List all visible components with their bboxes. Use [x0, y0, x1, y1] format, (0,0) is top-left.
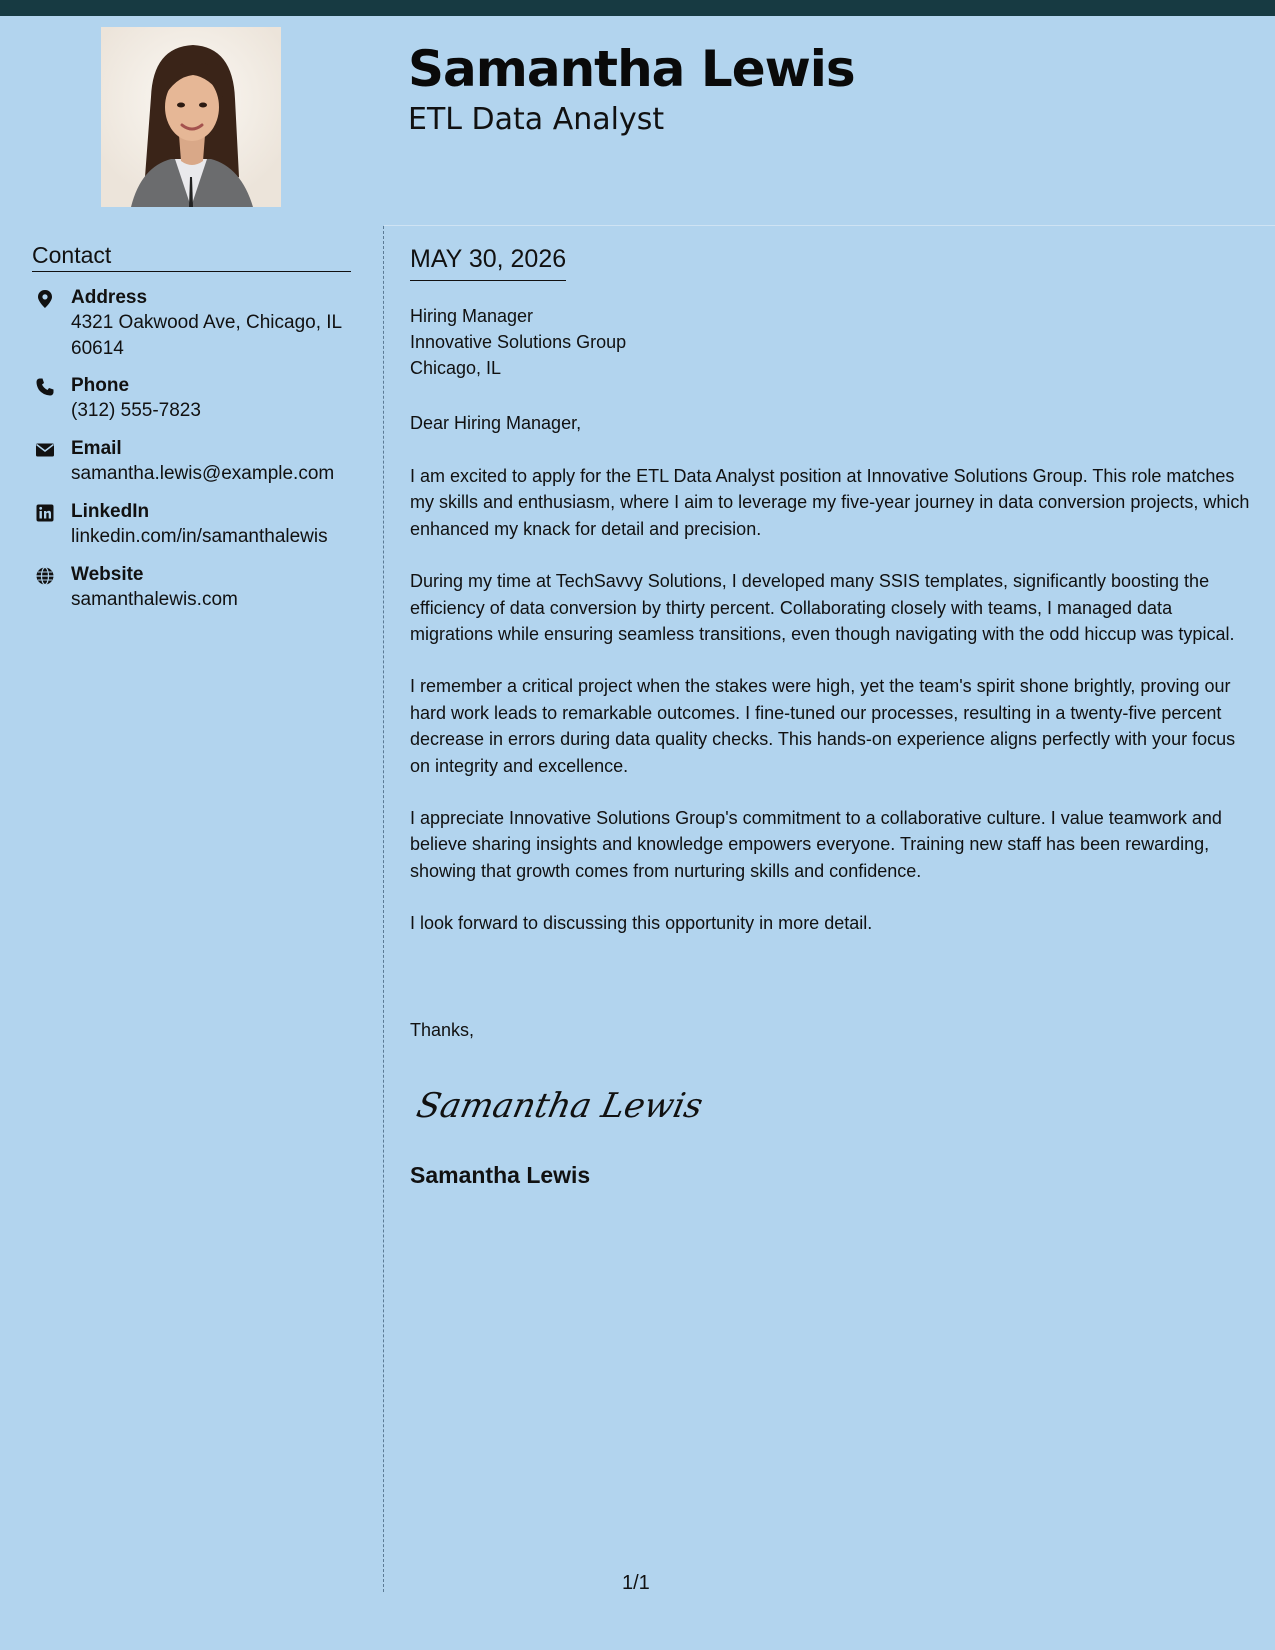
- closing: Thanks,: [410, 1020, 475, 1040]
- applicant-name: Samantha Lewis: [408, 40, 855, 98]
- header-divider: [384, 225, 1275, 226]
- recipient-block: [410, 303, 626, 381]
- contact-value: samanthalewis.com: [71, 589, 238, 610]
- recipient-line: Hiring Manager: [410, 306, 534, 326]
- body-paragraph: I appreciate Innovative Solutions Group's commitment to a collaborative culture. I value teamwork and believe sharing insights and knowledge empowers everyone. Training new staff has been rewarding, showing that growth comes from nurturing skills and confidence.: [410, 808, 1222, 881]
- body-paragraph: During my time at TechSavvy Solutions, I developed many SSIS templates, significantly boosting the efficiency of data conversion by thirty percent. Collaborating closely with teams, I managed data migrations while ensuring seamless transitions, even though navigating with the odd hiccup was typical.: [410, 571, 1235, 645]
- contact-label: LinkedIn: [71, 501, 150, 522]
- handwritten-signature: [412, 1075, 707, 1135]
- globe-icon: [35, 566, 55, 586]
- location-pin-icon: [35, 289, 55, 309]
- body-paragraph: I remember a critical project when the stakes were high, yet the team's spirit shone brightly, proving our hard work leads to remarkable outcomes. I fine-tuned our processes, resulting in a twenty-five percent decrease in errors during data quality checks. This hands-on experience aligns perfectly with your focus on integrity and excellence.: [410, 676, 1236, 776]
- contact-label: Phone: [71, 375, 130, 396]
- profile-photo: [101, 27, 281, 207]
- signer-name: Samantha Lewis: [410, 1162, 591, 1188]
- column-divider: [383, 226, 384, 1592]
- top-accent-bar: [0, 0, 1275, 16]
- page-number: 1/1: [622, 1572, 650, 1594]
- contact-label: Website: [71, 564, 144, 585]
- salutation: Dear Hiring Manager,: [410, 413, 582, 433]
- contact-label: Address: [71, 287, 148, 308]
- letter-date: MAY 30, 2026: [410, 244, 566, 281]
- contact-value: samantha.lewis@example.com: [71, 463, 335, 484]
- contact-label: Email: [71, 438, 122, 459]
- phone-icon: [35, 377, 55, 397]
- letter-body: [410, 463, 1255, 963]
- svg-text:Samantha Lewis: Samantha Lewis: [413, 1086, 707, 1126]
- contact-value: 4321 Oakwood Ave, Chicago, IL 60614: [71, 312, 342, 359]
- body-paragraph: I look forward to discussing this opportunity in more detail.: [410, 913, 873, 934]
- contact-heading: Contact: [32, 240, 351, 272]
- linkedin-icon: [35, 503, 55, 523]
- recipient-line: Innovative Solutions Group: [410, 332, 627, 352]
- contact-value: (312) 555-7823: [71, 400, 201, 421]
- body-paragraph: I am excited to apply for the ETL Data Analyst position at Innovative Solutions Group. This role matches my skills and enthusiasm, where I aim to leverage my five-year journey in data conversion projects, which enhanced my knack for detail and precision.: [410, 466, 1250, 539]
- contact-value: linkedin.com/in/samanthalewis: [71, 526, 328, 547]
- recipient-line: Chicago, IL: [410, 358, 502, 378]
- job-title: ETL Data Analyst: [408, 102, 665, 137]
- envelope-icon: [35, 440, 55, 460]
